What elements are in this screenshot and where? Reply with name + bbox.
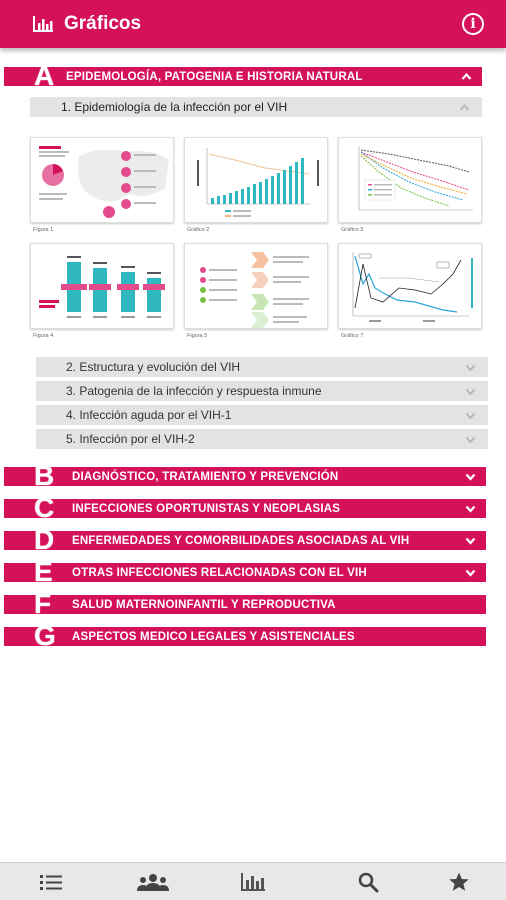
chevron-down-icon [465,567,476,578]
nav-authors-button[interactable] [136,871,170,893]
section-e-header[interactable] [4,556,486,587]
chevron-down-icon [465,503,476,514]
subsection-patogenia[interactable] [36,381,488,401]
bar-line-chart-figure [185,138,328,223]
subsection-label: 3. Patogenia de la infección y respuesta inmune [66,384,322,398]
section-a-header[interactable] [4,60,482,91]
subsection-label: 1. Epidemiología de la infección por el VIH [61,100,288,114]
chevron-down-icon [465,535,476,546]
section-letter: B [34,460,55,491]
chevron-down-icon [465,386,476,397]
chevron-down-icon [465,410,476,421]
subsection-estructura[interactable] [36,357,488,377]
figure-thumbnail-2[interactable] [184,137,328,223]
nav-charts-button[interactable] [240,871,266,893]
section-b-header[interactable] [4,460,486,491]
figure-caption: Figura 5 [187,333,208,339]
search-icon [357,871,379,893]
dual-axis-line-figure [339,244,482,329]
section-letter: G [34,620,56,651]
chevron-down-icon [465,434,476,445]
chevron-up-icon [459,102,470,113]
app-header [0,0,506,48]
section-letter: F [34,588,52,619]
section-c-header[interactable] [4,492,486,523]
flow-diagram-figure [185,244,328,329]
world-map-figure [31,138,174,223]
bottom-navigation [0,862,506,900]
figure-thumbnail-1[interactable] [30,137,174,223]
chevron-down-icon [465,471,476,482]
section-letter: D [34,524,55,555]
section-title: ENFERMEDADES Y COMORBILIDADES ASOCIADAS AL VIH [72,534,410,547]
figure-caption: Figura 4 [33,333,54,339]
subsection-vih-2[interactable] [36,429,488,449]
group-icon [136,872,170,892]
star-icon [448,871,470,893]
section-d-header[interactable] [4,524,486,555]
subsection-infeccion-aguda[interactable] [36,405,488,425]
subsection-label: 2. Estructura y evolución del VIH [66,360,241,374]
figure-thumbnail-3[interactable] [338,137,482,223]
figure-caption: Figura 1 [33,227,54,233]
figure-thumbnail-5[interactable] [184,243,328,329]
bar-chart-icon [32,15,54,33]
figure-thumbnail-7[interactable] [338,243,482,329]
section-letter: A [34,60,55,91]
subsection-epidemiologia[interactable] [30,97,482,117]
chevron-up-icon [461,71,472,82]
figure-caption: Gráfico 3 [341,227,364,233]
subsection-label: 5. Infección por el VIH-2 [66,432,195,446]
survival-curves-figure [339,138,482,223]
section-letter: C [34,492,55,523]
section-title: INFECCIONES OPORTUNISTAS Y NEOPLASIAS [72,502,341,515]
section-title: EPIDEMOLOGÍA, PATOGENIA E HISTORIA NATURAL [66,70,363,83]
nav-favorites-button[interactable] [446,871,472,893]
section-letter: E [34,556,53,587]
figure-thumbnail-4[interactable] [30,243,174,329]
nav-search-button[interactable] [355,871,381,893]
info-icon[interactable]: i [462,13,484,35]
page-title: Gráficos [64,13,142,34]
section-title: SALUD MATERNOINFANTIL Y REPRODUCTIVA [72,598,336,611]
section-f-header[interactable] [4,588,486,619]
section-title: ASPECTOS MEDICO LEGALES Y ASISTENCIALES [72,630,355,643]
subsection-label: 4. Infección aguda por el VIH-1 [66,408,232,422]
section-title: DIAGNÓSTICO, TRATAMIENTO Y PREVENCIÓN [72,470,339,483]
figure-caption: Gráfico 7 [341,333,364,339]
bar-chart-icon [240,872,266,892]
nav-index-button[interactable] [38,871,64,893]
chevron-down-icon [465,362,476,373]
teal-bars-figure [31,244,174,329]
section-g-header[interactable] [4,620,486,651]
list-icon [39,873,63,891]
figure-caption: Gráfico 2 [187,227,210,233]
section-title: OTRAS INFECCIONES RELACIONADAS CON EL VIH [72,566,367,579]
